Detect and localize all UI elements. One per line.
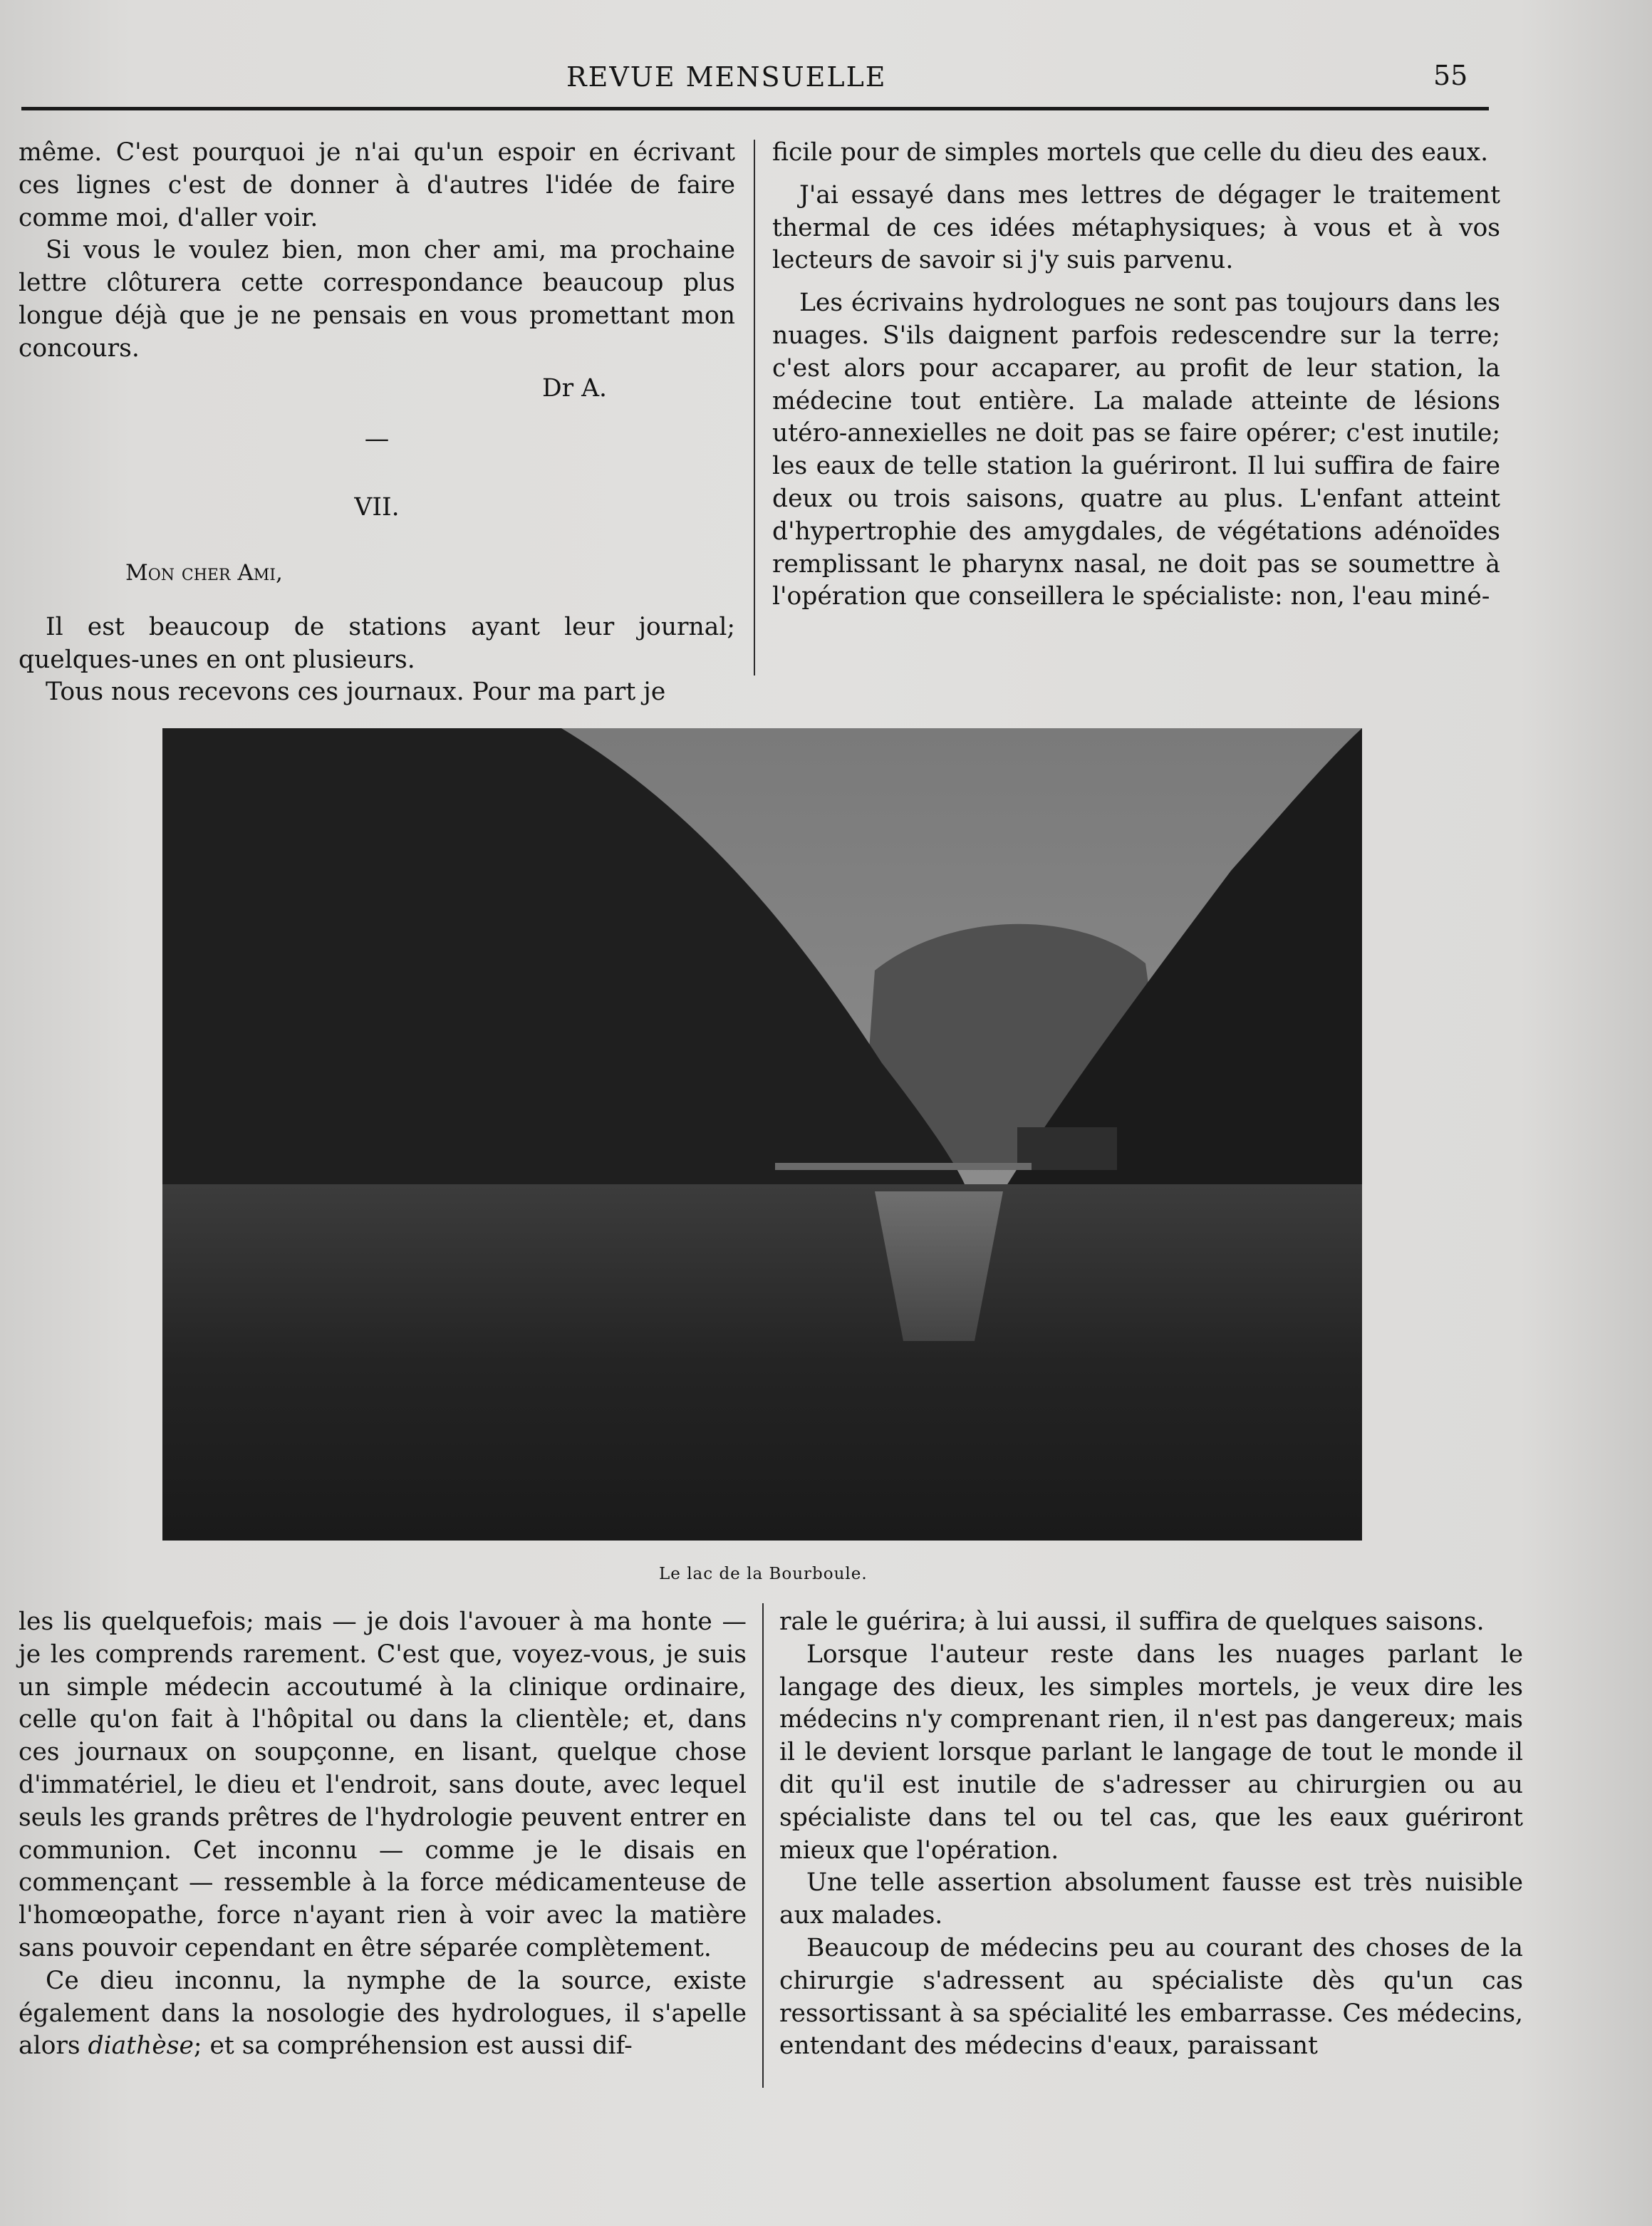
paragraph: même. C'est pourquoi je n'ai qu'un espoir en écrivant ces lignes c'est de donner à d'autres l'idée de faire comme moi, d'aller voir. bbox=[19, 138, 735, 232]
lake-photograph bbox=[162, 728, 1362, 1541]
header-rule bbox=[21, 107, 1489, 110]
paragraph: J'ai essayé dans mes lettres de dégager le traitement thermal de ces idées métaphysiques; à vous et à vos lecteurs de savoir si j'y suis parvenu. bbox=[772, 180, 1500, 275]
bottom-left-column bbox=[19, 1606, 747, 2063]
signature: Dr A. bbox=[541, 373, 607, 403]
paragraph: Si vous le voulez bien, mon cher ami, ma prochaine lettre clôturera cette correspondance beaucoup plus longue déjà que je ne pensais en vous promettant mon concours. bbox=[19, 236, 735, 363]
salutation: Mon cher Ami, bbox=[125, 559, 283, 586]
lake-photo-illustration bbox=[162, 728, 1362, 1541]
running-header-title: REVUE MENSUELLE bbox=[566, 61, 887, 93]
paragraph: les lis quelquefois; mais — je dois l'avouer à ma honte — je les comprends rarement. C'est que, voyez-vous, je suis un simple médecin accoutumé à la clinique ordinaire, celle qu'on fait à l'hôpital ou dans la clientèle; et, dans ces journaux on soupçonne, en lisant, quelque chose d'immatériel, le dieu et l'endroit, sans doute, avec lequel seuls les grands prêtres de l'hydrologie peuvent entrer en communion. Cet inconnu — comme je le disais en commençant — ressemble à la force médicamenteuse de l'homœopathe, force n'ayant rien à voir avec la matière sans pouvoir cependant en être séparée complètement. bbox=[19, 1608, 747, 1962]
paragraph: Une telle assertion absolument fausse est très nuisible aux malades. bbox=[779, 1868, 1523, 1930]
section-number: VII. bbox=[354, 493, 400, 522]
paragraph: Il est beaucoup de stations ayant leur journal; quelques-unes en ont plusieurs. bbox=[19, 612, 735, 674]
top-right-column bbox=[772, 137, 1500, 614]
paragraph bbox=[19, 1965, 747, 2063]
paragraph: Beaucoup de médecins peu au courant des choses de la chirurgie s'adressent au spécialiste dès qu'un cas ressortissant à sa spécialité les embarrasse. Ces médecins, entendant des médecins d'eaux, paraissant bbox=[779, 1933, 1523, 2061]
paragraph-text: ; et sa compréhension est aussi dif- bbox=[193, 2031, 633, 2061]
paragraph: Lorsque l'auteur reste dans les nuages parlant le langage des dieux, les simples mortels, je veux dire les médecins n'y comprenant rien, il n'est pas dangereux; mais il le devient lorsque parlant le langage de tout le monde il dit qu'il est inutile de s'adresser au chirurgien ou au spécialiste dans tel ou tel cas, que les eaux guériront mieux que l'opération. bbox=[779, 1640, 1523, 1865]
column-rule bbox=[754, 140, 755, 675]
column-rule bbox=[762, 1603, 764, 2088]
paragraph: Tous nous recevons ces journaux. Pour ma part je bbox=[46, 678, 666, 707]
paragraph: Les écrivains hydrologues ne sont pas toujours dans les nuages. S'ils daignent parfois redescendre sur la terre; c'est alors pour accaparer, au profit de leur station, la médecine tout entière. La malade atteinte de lésions utéro-annexielles ne doit pas se faire opérer; c'est inutile; les eaux de telle station la guériront. Il lui suffira de faire deux ou trois saisons, quatre au plus. L'enfant atteint d'hypertrophie des amygdales, de végétations adénoïdes remplissant le pharynx nasal, ne doit pas se soumettre à l'opération que conseillera le spécialiste: non, l'eau miné- bbox=[772, 289, 1500, 611]
lake-water bbox=[162, 1184, 1362, 1541]
separator-dash: — bbox=[364, 425, 390, 454]
paragraph-text: Ce dieu inconnu, la nymphe de la source, existe également dans la nosologie des hydrologues, il s'apelle alors bbox=[19, 1966, 747, 2061]
boat-house bbox=[1017, 1127, 1117, 1170]
figure-caption: Le lac de la Bourboule. bbox=[659, 1565, 868, 1583]
page-number: 55 bbox=[1433, 60, 1468, 91]
paragraph: ficile pour de simples mortels que celle du dieu des eaux. bbox=[772, 138, 1489, 167]
bottom-right-column bbox=[779, 1606, 1523, 2063]
top-left-column bbox=[19, 137, 735, 709]
jetty bbox=[775, 1163, 1032, 1170]
italic-term: diathèse bbox=[88, 2031, 194, 2061]
paragraph: rale le guérira; à lui aussi, il suffira de quelques saisons. bbox=[779, 1608, 1485, 1636]
